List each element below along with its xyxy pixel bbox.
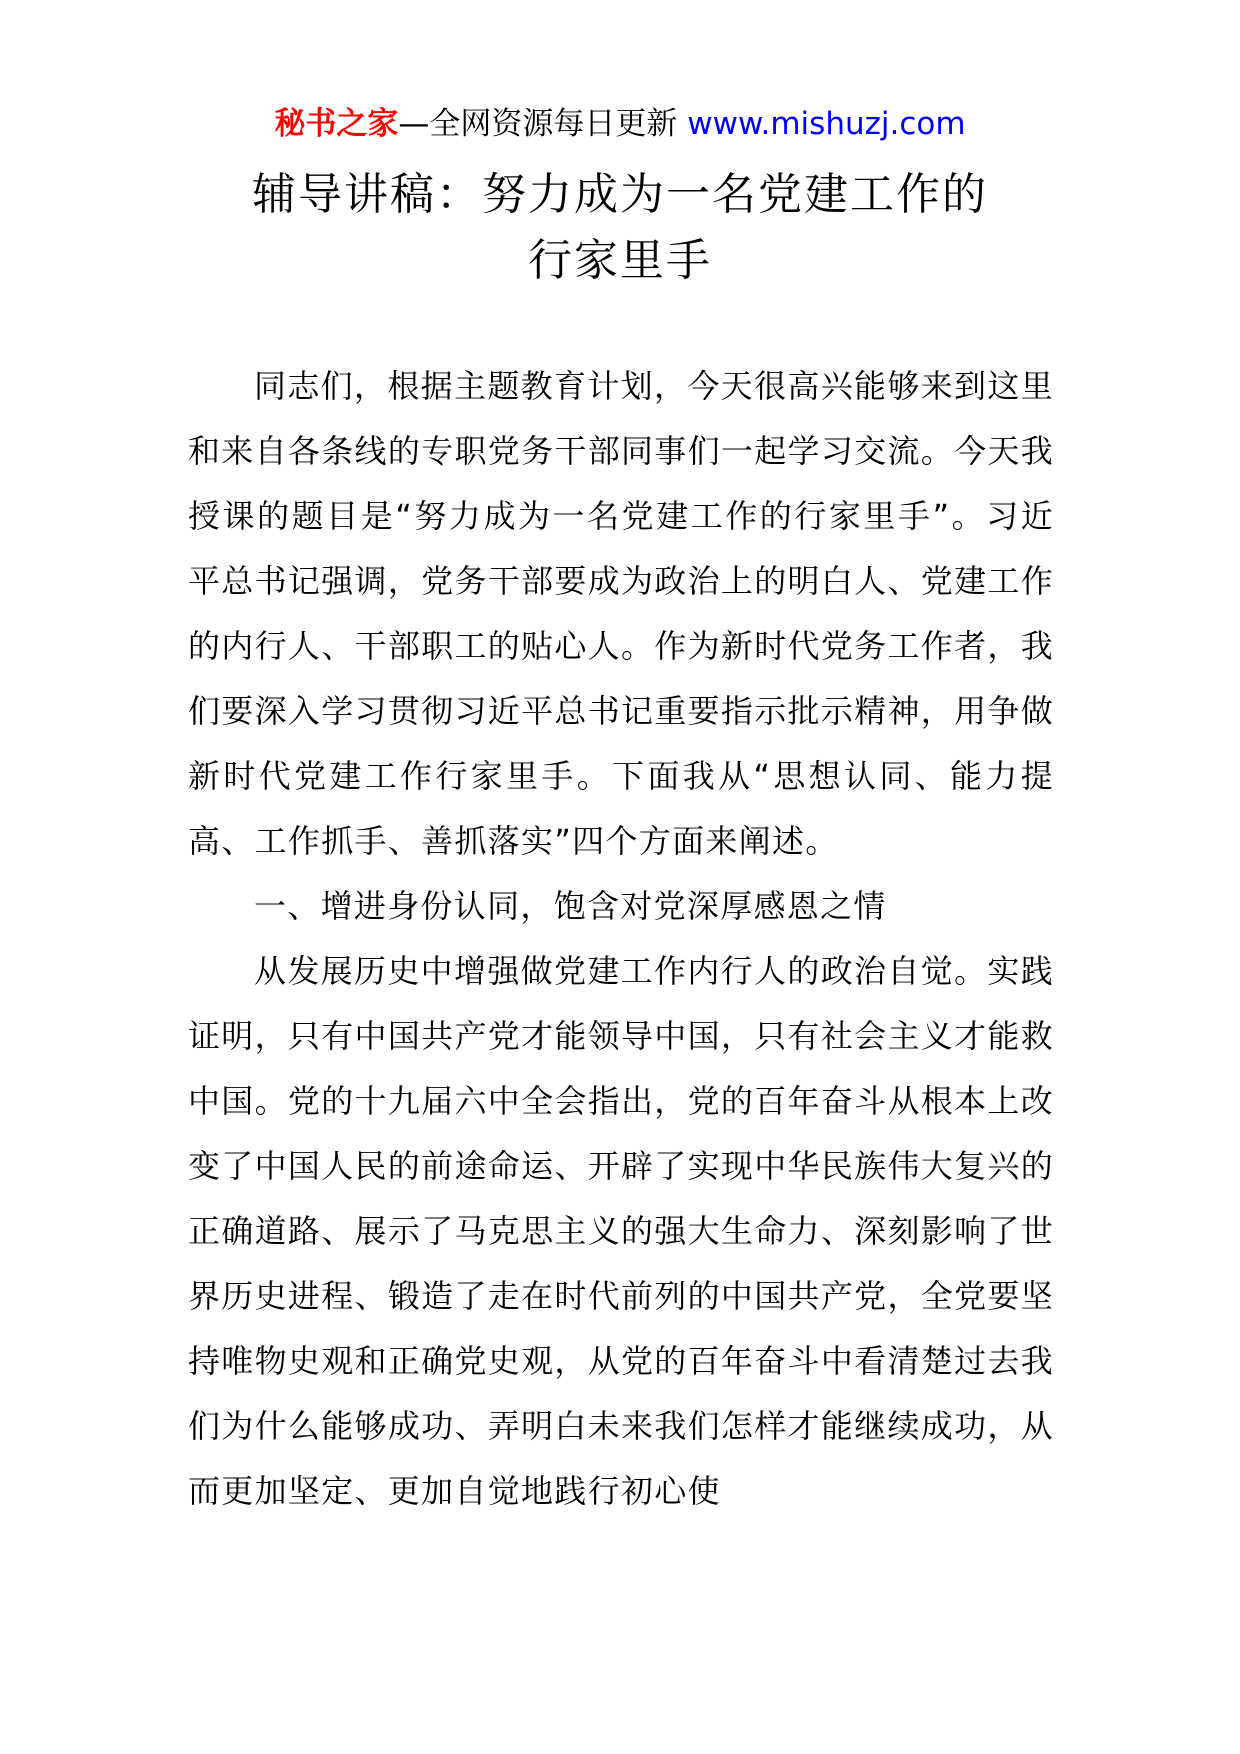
title-line-1: 辅导讲稿：努力成为一名党建工作的 — [252, 169, 988, 220]
document-title — [0, 162, 1240, 294]
title-line-2: 行家里手 — [528, 235, 712, 286]
section-heading-1: 一、增进身份认同，饱含对党深厚感恩之情 — [254, 887, 887, 925]
paragraph-intro: 同志们，根据主题教育计划，今天很高兴能够来到这里和来自各条线的专职党务干部同事们一起学习交流。今天我授课的题目是“努力成为一名党建工作的行家里手”。习近平总书记强调，党务干部要成为政治上的明白人、党建工作的内行人、干部职工的贴心人。作为新时代党务工作者，我们要深入学习贯彻习近平总书记重要指示批示精神，用争做新时代党建工作行家里手。下面我从“思想认同、能力提高、工作抓手、善抓落实”四个方面来阐述。 — [188, 367, 1054, 860]
site-url-link[interactable]: www.mishuzj.com — [687, 106, 966, 142]
document-body — [188, 354, 1054, 1524]
site-header — [0, 100, 1240, 148]
brand-name: 秘书之家 — [274, 106, 399, 142]
header-tagline: —全网资源每日更新 — [398, 106, 678, 142]
paragraph-history: 从发展历史中增强做党建工作内行人的政治自觉。实践证明，只有中国共产党才能领导中国，只有社会主义才能救中国。党的十九届六中全会指出，党的百年奋斗从根本上改变了中国人民的前途命运、开辟了实现中华民族伟大复兴的正确道路、展示了马克思主义的强大生命力、深刻影响了世界历史进程、锻造了走在时代前列的中国共产党，全党要坚持唯物史观和正确党史观，从党的百年奋斗中看清楚过去我们为什么能够成功、弄明白未来我们怎样才能继续成功，从而更加坚定、更加自觉地践行初心使 — [188, 952, 1054, 1510]
